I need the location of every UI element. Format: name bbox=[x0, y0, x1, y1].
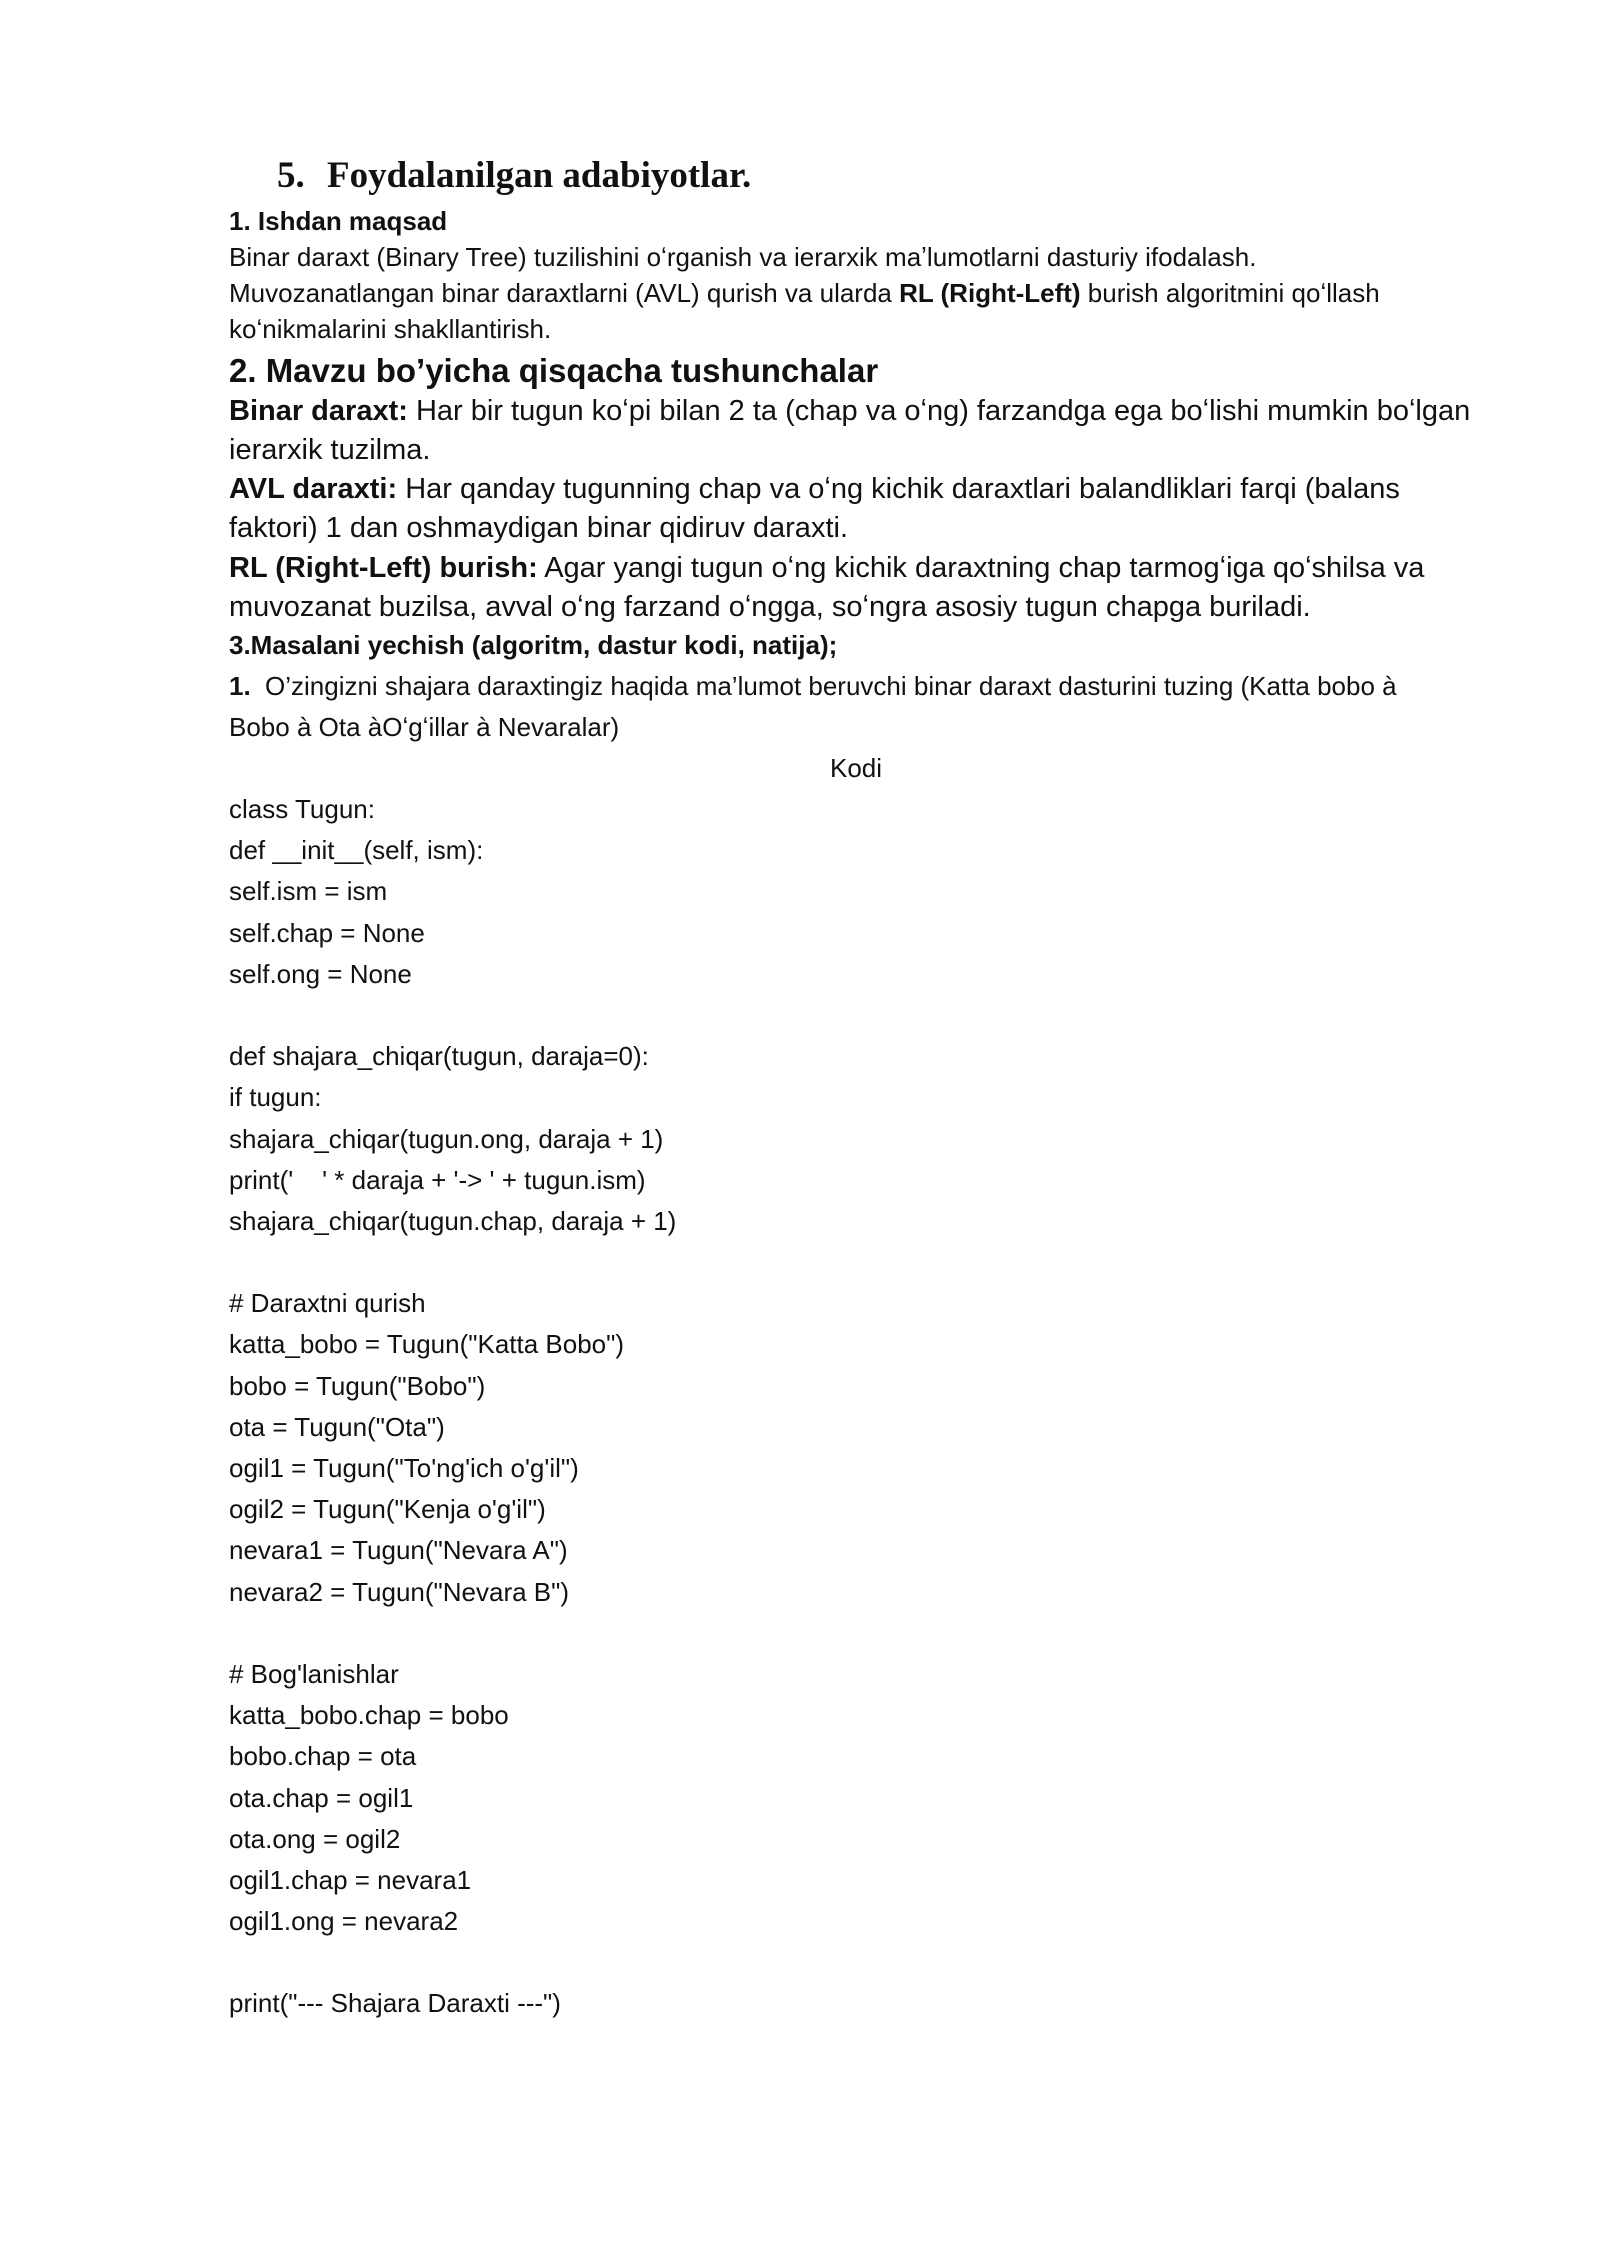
code-line: ogil1 = Tugun("To'ng'ich o'g'il") bbox=[229, 1453, 579, 1483]
heading-number: 5. bbox=[277, 155, 305, 196]
code-line: print("--- Shajara Daraxti ---") bbox=[229, 1988, 561, 2019]
code-blank-line bbox=[229, 1942, 676, 1983]
rl-term: RL (Right-Left) burish: bbox=[229, 552, 538, 584]
avl-term: AVL daraxti: bbox=[229, 473, 398, 505]
code-block bbox=[229, 789, 676, 2025]
code-line: if tugun: bbox=[229, 1082, 322, 1113]
code-line: print(' ' * daraja + '-> ' + tugun.ism) bbox=[229, 1164, 646, 1195]
code-blank-line bbox=[229, 995, 676, 1036]
section1-title: 1. Ishdan maqsad bbox=[229, 206, 448, 236]
rl-definition-line2: muvozanat buzilsa, avval oʻng farzand oʻngga, soʻngra asosiy tugun chapga buriladi. bbox=[229, 591, 1311, 623]
code-line: # Daraxtni qurish bbox=[229, 1288, 426, 1319]
rl-definition-line1 bbox=[229, 549, 1424, 588]
code-caption: Kodi bbox=[830, 753, 883, 783]
section2-title: 2. Mavzu bo’yicha qisqacha tushunchalar bbox=[229, 352, 879, 389]
code-line: ota.chap = ogil1 bbox=[229, 1782, 414, 1813]
code-line: katta_bobo = Tugun("Katta Bobo") bbox=[229, 1329, 625, 1360]
code-line: ota.ong = ogil2 bbox=[229, 1823, 401, 1854]
heading-title: Foydalanilgan adabiyotlar. bbox=[327, 155, 752, 196]
binar-term: Binar daraxt: bbox=[229, 395, 408, 427]
section1-line2-bold: RL (Right-Left) bbox=[899, 278, 1081, 308]
code-line: ogil2 = Tugun("Kenja o'g'il") bbox=[229, 1494, 546, 1525]
references-heading bbox=[277, 150, 751, 202]
code-line: ogil1.ong = nevara2 bbox=[229, 1906, 459, 1937]
section1-line1: Binar daraxt (Binary Tree) tuzilishini oʻrganish va ierarxik maʼlumotlarni dasturiy ifodalash. bbox=[229, 242, 1257, 272]
task-number: 1. bbox=[229, 671, 251, 701]
code-line: ogil1.chap = nevara1 bbox=[229, 1864, 472, 1895]
section1-line2 bbox=[229, 275, 1380, 311]
task-text: O’zingizni shajara daraxtingiz haqida ma’lumot beruvchi binar daraxt dasturini tuzing (Katta bobo à bbox=[265, 671, 1397, 701]
binar-definition-text: Har bir tugun koʻpi bilan 2 ta (chap va oʻng) farzandga ega boʻlishi mumkin boʻlgan bbox=[407, 395, 1471, 427]
code-line: shajara_chiqar(tugun.chap, daraja + 1) bbox=[229, 1205, 677, 1236]
section3-title: 3.Masalani yechish (algoritm, dastur kodi, natija); bbox=[229, 630, 838, 660]
avl-definition-text: Har qanday tugunning chap va oʻng kichik daraxtlari balandliklari farqi (balans bbox=[397, 473, 1400, 505]
code-line: self.ong = None bbox=[229, 958, 412, 989]
code-line: ota = Tugun("Ota") bbox=[229, 1411, 445, 1442]
code-line: def __init__(self, ism): bbox=[229, 835, 484, 866]
task-line2: Bobo à Ota àOʻgʻillar à Nevaralar) bbox=[229, 712, 620, 742]
code-line: self.ism = ism bbox=[229, 876, 388, 907]
binar-definition-line1 bbox=[229, 392, 1470, 431]
code-line: nevara2 = Tugun("Nevara B") bbox=[229, 1576, 570, 1607]
code-line: self.chap = None bbox=[229, 917, 425, 948]
section1-line2-text: Muvozanatlangan binar daraxtlarni (AVL) qurish va ularda bbox=[229, 278, 900, 308]
task-line1 bbox=[229, 666, 1397, 707]
code-line: bobo = Tugun("Bobo") bbox=[229, 1370, 486, 1401]
rl-definition-text: Agar yangi tugun oʻng kichik daraxtning chap tarmogʻiga qoʻshilsa va bbox=[537, 552, 1425, 584]
code-line: # Bog'lanishlar bbox=[229, 1658, 399, 1689]
code-blank-line bbox=[229, 1242, 676, 1283]
binar-definition-line2: ierarxik tuzilma. bbox=[229, 434, 431, 466]
code-blank-line bbox=[229, 1613, 676, 1654]
code-line: shajara_chiqar(tugun.ong, daraja + 1) bbox=[229, 1123, 664, 1154]
code-line: katta_bobo.chap = bobo bbox=[229, 1700, 509, 1731]
avl-definition-line1 bbox=[229, 470, 1400, 509]
section1-line2-rest: burish algoritmini qoʻllash bbox=[1080, 278, 1380, 308]
code-line: nevara1 = Tugun("Nevara A") bbox=[229, 1535, 568, 1566]
avl-definition-line2: faktori) 1 dan oshmaydigan binar qidiruv daraxti. bbox=[229, 512, 848, 544]
section1-line3: koʻnikmalarini shakllantirish. bbox=[229, 314, 552, 344]
code-line: class Tugun: bbox=[229, 794, 375, 824]
code-line: def shajara_chiqar(tugun, daraja=0): bbox=[229, 1041, 649, 1072]
code-line: bobo.chap = ota bbox=[229, 1741, 417, 1772]
